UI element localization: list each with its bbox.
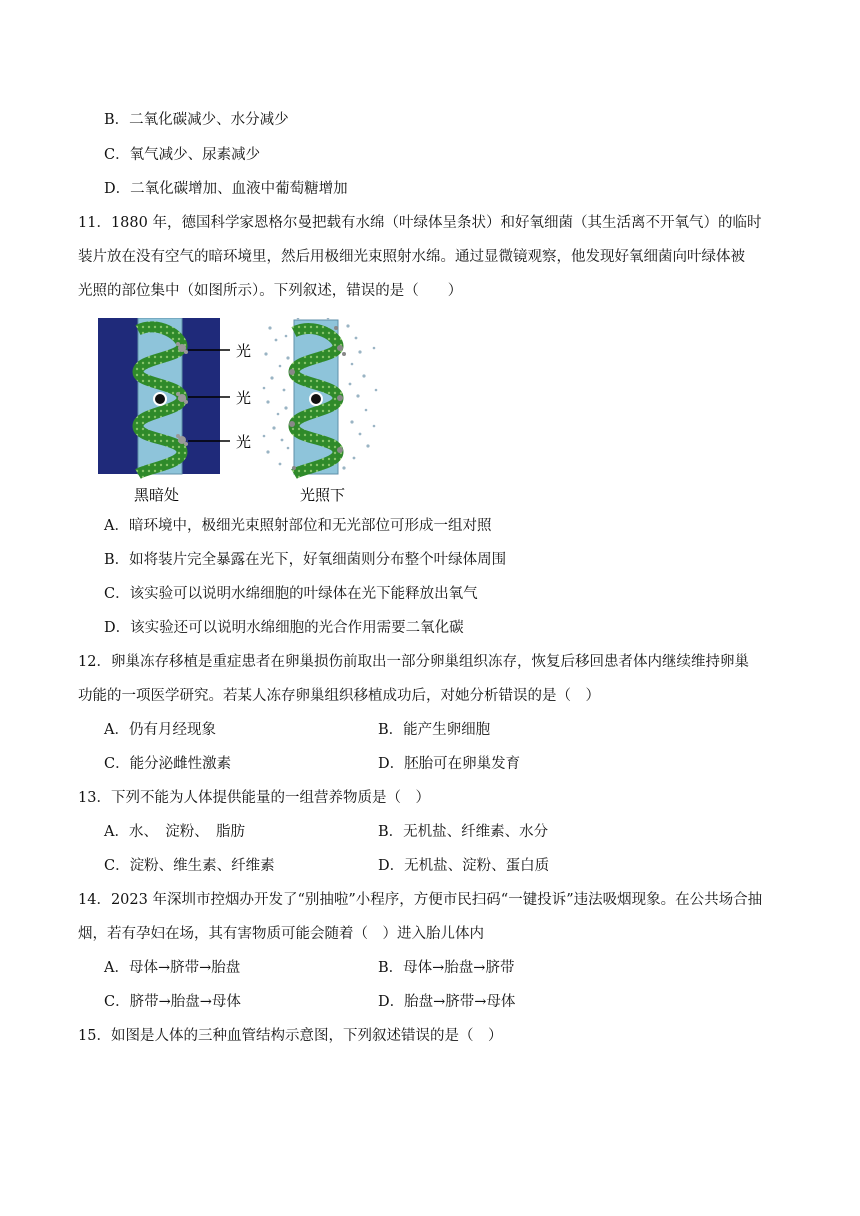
q12-stem-line-1: 12．卵巢冻存移植是重症患者在卵巢损伤前取出一部分卵巢组织冻存，恢复后移回患者体内继续维持卵巢 [78,654,749,670]
q13-option-a: A．水、 淀粉、 脂肪 [104,824,245,840]
q10-option-b: B．二氧化碳减少、水分减少 [104,112,289,128]
caption-light: 光照下 [300,486,346,504]
q14-stem-line-1: 14．2023 年深圳市控烟办开发了“别抽啦”小程序，方便市民扫码“一键投诉”违法吸烟现象。在公共场合抽 [78,892,763,908]
q11-stem-line-2: 装片放在没有空气的暗环境里，然后用极细光束照射水绵。通过显微镜观察，他发现好氧细菌向叶绿体被 [78,249,745,265]
q11-stem-line-1: 11．1880 年，德国科学家恩格尔曼把载有水绵（叶绿体呈条状）和好氧细菌（其生活离不开氧气）的临时 [78,215,762,231]
q13-option-d: D．无机盐、淀粉、蛋白质 [378,858,550,874]
q13-option-b: B．无机盐、纤维素、水分 [378,824,549,840]
q11-option-b: B．如将装片完全暴露在光下，好氧细菌则分布整个叶绿体周围 [104,552,507,568]
q12-option-a: A．仍有月经现象 [104,722,216,738]
q12-option-c: C．能分泌雌性激素 [104,756,232,772]
q15-stem: 15．如图是人体的三种血管结构示意图，下列叙述错误的是（ ） [78,1028,503,1044]
q14-option-d: D．胎盘→脐带→母体 [378,994,516,1010]
light-label-3: 光 [236,433,252,451]
q14-option-b: B．母体→胎盘→脐带 [378,960,515,976]
q14-option-a: A．母体→脐带→胎盘 [104,960,241,976]
q12-stem-line-2: 功能的一项医学研究。若某人冻存卵巢组织移植成功后，对她分析错误的是（ ） [78,688,600,704]
dark-panel [98,318,230,474]
q12-option-b: B．能产生卵细胞 [378,722,491,738]
q13-stem: 13．下列不能为人体提供能量的一组营养物质是（ ） [78,790,430,806]
q14-option-c: C．脐带→胎盘→母体 [104,994,241,1010]
spirogyra-figure [98,318,398,508]
caption-dark: 黑暗处 [134,486,180,504]
q11-option-c: C．该实验可以说明水绵细胞的叶绿体在光下能释放出氧气 [104,586,478,602]
q11-stem-line-3: 光照的部位集中（如图所示）。下列叙述，错误的是（ ） [78,283,463,299]
q10-option-d: D．二氧化碳增加、血液中葡萄糖增加 [104,181,348,197]
light-panel [263,318,378,474]
q13-option-c: C．淀粉、维生素、纤维素 [104,858,275,874]
q10-option-c: C．氧气减少、尿素减少 [104,147,261,163]
q11-option-d: D．该实验还可以说明水绵细胞的光合作用需要二氧化碳 [104,620,464,636]
light-label-2: 光 [236,389,252,407]
light-label-1: 光 [236,342,252,360]
q11-option-a: A．暗环境中，极细光束照射部位和无光部位可形成一组对照 [104,518,492,534]
q14-stem-line-2: 烟，若有孕妇在场，其有害物质可能会随着（ ）进入胎儿体内 [78,926,484,942]
q12-option-d: D．胚胎可在卵巢发育 [378,756,521,772]
